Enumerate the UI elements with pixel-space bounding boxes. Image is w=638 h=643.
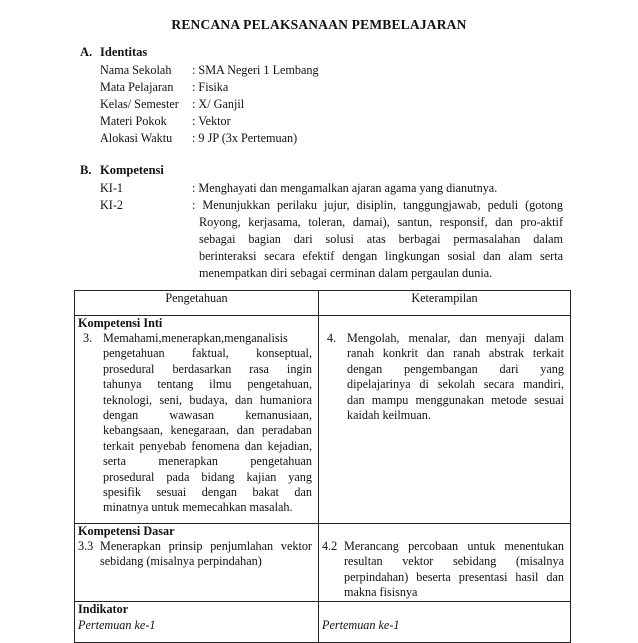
competency-table [74, 290, 571, 643]
section-b-heading: Kompetensi [100, 163, 164, 177]
ki4-line: dan mampu menggunakan metode sesuai [347, 392, 564, 407]
ki3-line: spesifik sesuai dengan bakat dan [103, 485, 312, 500]
kd42-line: Merancang percobaan untuk menentukan [344, 539, 564, 553]
ki-right-text [347, 331, 570, 423]
kd42-line: resultan vektor sebidang (misalnya [344, 554, 564, 569]
ki3-line: teknologi, seni, budaya, dan humaniora [103, 392, 312, 407]
kd33-line: Menerapkan prinsip penjumlahan vektor [100, 539, 312, 553]
ki-right-cell [319, 316, 571, 524]
ki1-key: KI-1 [100, 181, 124, 195]
pertemuan-right: Pertemuan ke-1 [322, 617, 400, 632]
ki4-line: ranah konkrit dan ranah abstrak terkait [347, 346, 564, 361]
kd-right-text [344, 539, 570, 601]
ki-left-number: 3. [83, 331, 93, 345]
ki3-line: Memahami,menerapkan,menganalisis [103, 331, 288, 345]
kd-right-cell [319, 524, 571, 602]
ki-right-number: 4. [327, 331, 337, 345]
ki3-line: terkait penyebab fenomena dan kejadian, [103, 438, 312, 453]
identitas-key: Kelas/ Semester [100, 97, 179, 111]
ki-left-text [103, 331, 318, 516]
section-b-label: B. [80, 163, 92, 177]
header-pengetahuan: Pengetahuan [75, 291, 319, 316]
ki3-line: serta menerapkan pengetahuan [103, 454, 312, 469]
kd42-line: makna fisisnya [344, 585, 418, 600]
ki3-line: prosedural pada bidang kajian yang [103, 469, 312, 484]
identitas-key: Alokasi Waktu [100, 131, 173, 145]
indikator-heading: Indikator [78, 601, 129, 616]
ki2-line: berinteraksi secara efektif dengan lingkungan sosial dan alam serta [199, 249, 563, 263]
identitas-key: Mata Pelajaran [100, 80, 174, 94]
ki-left-cell [75, 316, 319, 524]
ki2-line: sebagai bagian dari solusi atas berbagai permasalahan dalam [199, 232, 563, 246]
identitas-value: : X/ Ganjil [192, 97, 245, 111]
indikator-right-cell [319, 601, 571, 642]
page-title: RENCANA PELAKSANAAN PEMBELAJARAN [171, 17, 467, 32]
ki4-line: dipelajarinya di sekolah secara mandiri, [347, 377, 564, 392]
section-a-label: A. [80, 45, 93, 59]
indikator-left-cell [75, 601, 319, 642]
identitas-value: : SMA Negeri 1 Lembang [192, 63, 319, 77]
identitas-key: Nama Sekolah [100, 63, 172, 77]
ki3-line: minatnya untuk memecahkan masalah. [103, 500, 293, 515]
kd-left-cell [75, 524, 319, 602]
ki3-line: tahunya tentang ilmu pengetahuan, [103, 377, 312, 392]
kd42-line: perpindahan) beserta presentasi hasil dan [344, 569, 564, 584]
kd-left-text [100, 539, 318, 570]
ki2-line: Royong, kerjasama, toleran, damai), santun, responsif, dan pro-aktif [199, 215, 563, 229]
identitas-value: : 9 JP (3x Pertemuan) [192, 131, 298, 145]
ki3-line: dengan wawasan kemanusiaan, [103, 408, 312, 423]
ki4-line: Mengolah, menalar, dan menyaji dalam [347, 331, 564, 345]
kd33-line: sebidang (misalnya perpindahan) [100, 554, 262, 569]
identitas-key: Materi Pokok [100, 114, 167, 128]
ki2-line: menempatkan diri sebagai cerminan dalam pergaulan dunia. [199, 266, 493, 280]
kd-heading: Kompetensi Dasar [78, 524, 175, 538]
identitas-value: : Fisika [192, 80, 229, 94]
ki3-line: prosedural berdasarkan rasa ingin [103, 361, 312, 376]
ki2-key: KI-2 [100, 198, 124, 212]
ki3-line: kebangsaan, kenegaraan, dan peradaban [103, 423, 312, 438]
kd-left-number: 3.3 [78, 539, 94, 553]
ki4-line: kaidah keilmuan. [347, 408, 431, 423]
ki1-value: : Menghayati dan mengamalkan ajaran agama yang dianutnya. [192, 181, 498, 195]
ki-heading: Kompetensi Inti [78, 316, 163, 330]
ki4-line: dengan pengembangan dari yang [347, 361, 564, 376]
ki2-line: : Menunjukkan perilaku jujur, disiplin, tanggungjawab, peduli (gotong [192, 198, 563, 212]
ki3-line: pengetahuan faktual, konseptual, [103, 346, 312, 361]
header-keterampilan: Keterampilan [319, 291, 571, 316]
pertemuan-left: Pertemuan ke-1 [78, 617, 156, 632]
section-a-heading: Identitas [100, 45, 148, 59]
kd-right-number: 4.2 [322, 539, 338, 553]
identitas-value: : Vektor [192, 114, 231, 128]
